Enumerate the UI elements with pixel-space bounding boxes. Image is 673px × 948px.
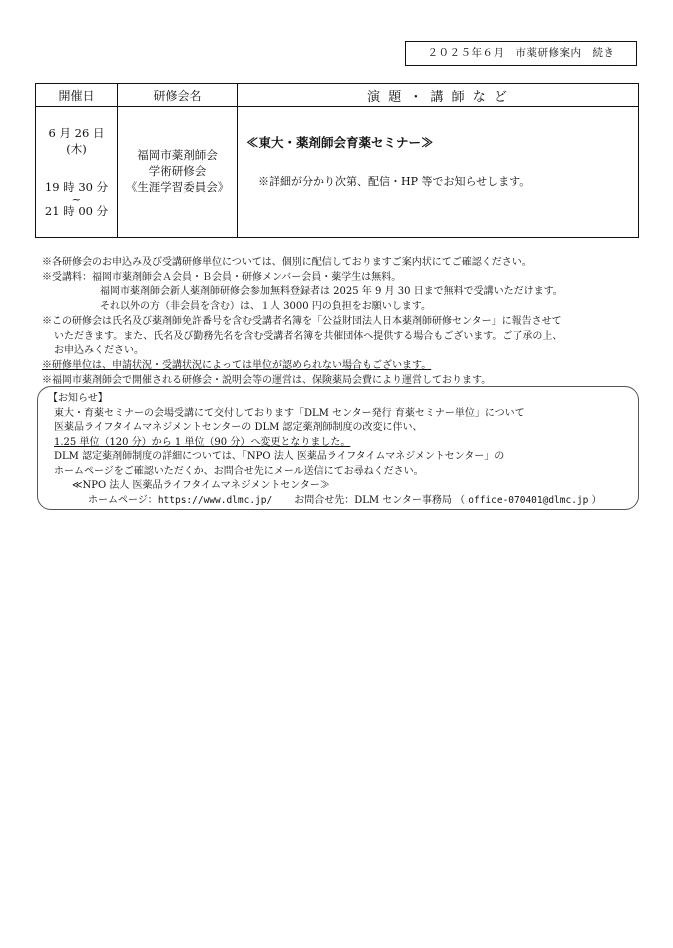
note-item: ※この研修会は氏名及び薬剤師免許番号を含む受講者名簿を「公益財団法人日本薬剤師研修センター」に報告させて — [42, 315, 562, 327]
notes-section — [42, 256, 642, 388]
notice-line: ホームページをご確認いただくか、お問合せ先にメール送信にてお尋ねください。 — [54, 465, 424, 477]
note-item: ※各研修会のお申込み及び受講研修単位については、個別に配信しておりますご案内状にてご確認ください。 — [42, 257, 532, 268]
header-seminar-name: 研修会名 — [118, 84, 238, 107]
table-row — [36, 107, 639, 238]
notice-unit-change: 1.25 単位（120 分）から 1 単位（90 分）へ変更となりました。 — [54, 436, 351, 448]
event-end-time: 21 時 00 分 — [44, 204, 109, 218]
note-item: ※福岡市薬剤師会で開催される研修会・説明会等の運営は、保険薬局会費により運営しております。 — [42, 374, 492, 386]
note-item: お申込みください。 — [54, 345, 144, 357]
organizer-cell — [118, 107, 238, 238]
notice-box — [37, 386, 639, 510]
organizer-name: 福岡市薬剤師会 — [137, 148, 218, 162]
table-header-row — [36, 84, 639, 107]
event-start-time: 19 時 30 分 — [44, 180, 109, 194]
seminar-type: 学術研修会 — [148, 164, 207, 178]
note-item: ※受講料：福岡市薬剤師会Ａ会員・Ｂ会員・研修メンバー会員・薬学生は無料。 — [42, 271, 402, 283]
homepage-link[interactable]: https://www.dlmc.jp/ — [157, 494, 273, 506]
topic-cell — [238, 107, 639, 238]
event-date: 6 月 26 日 — [48, 126, 105, 140]
contact-email-link[interactable]: office-070401@dlmc.jp — [468, 494, 589, 506]
note-item: それ以外の方（非会員を含む）は、１人 3000 円の負担をお願いします。 — [100, 301, 432, 313]
event-time-separator: ~ — [71, 192, 82, 206]
homepage-label: ホームページ： — [88, 494, 158, 506]
header-topic: 演 題 ・ 講 師 な ど — [238, 84, 639, 107]
notice-line: 東大・育薬セミナーの会場受講にて交付しております「DLM センター発行 育薬セミナー単位」について — [54, 407, 525, 419]
schedule-table — [35, 83, 639, 238]
note-underlined-text: ※研修単位は、申請状況・受講状況によっては単位が認められない場合もございます。 — [42, 359, 432, 371]
seminar-title: ≪東大・薬剤師会育薬セミナー≫ — [246, 135, 434, 150]
notice-contact-line — [48, 494, 638, 509]
committee-name: 《生涯学習委員会》 — [125, 180, 230, 194]
notice-org-name: ≪NPO 法人 医薬品ライフタイムマネジメントセンター≫ — [72, 480, 330, 491]
event-weekday: (木) — [66, 142, 87, 156]
header-date: 開催日 — [36, 84, 118, 107]
contact-label: お問合せ先：DLM センター事務局 （ — [294, 494, 466, 506]
notice-line: 医薬品ライフタイムマネジメントセンターの DLM 認定薬剤師制度の改変に伴い、 — [54, 422, 423, 433]
notice-line: DLM 認定薬剤師制度の詳細については、「NPO 法人 医薬品ライフタイムマネジメントセンター」の — [54, 451, 505, 462]
notice-line — [48, 436, 638, 451]
date-cell — [36, 107, 118, 238]
note-item: 福岡市薬剤師会新人薬剤師研修会参加無料登録者は 2025 年 9 月 30 日まで無料で受講いただけます。 — [100, 286, 563, 298]
page-header-box: ２０２５年６月 市薬研修案内 続き — [405, 41, 637, 66]
note-item — [42, 359, 642, 374]
note-item: いただきます。また、氏名及び勤務先名を含む受講者名簿を共催団体へ提供する場合もございます。ご了承の上、 — [54, 330, 563, 342]
notice-heading: 【お知らせ】 — [48, 393, 108, 404]
seminar-detail: ※詳細が分かり次第、配信・HP 等でお知らせします。 — [258, 175, 531, 188]
contact-close: ） — [591, 494, 602, 506]
